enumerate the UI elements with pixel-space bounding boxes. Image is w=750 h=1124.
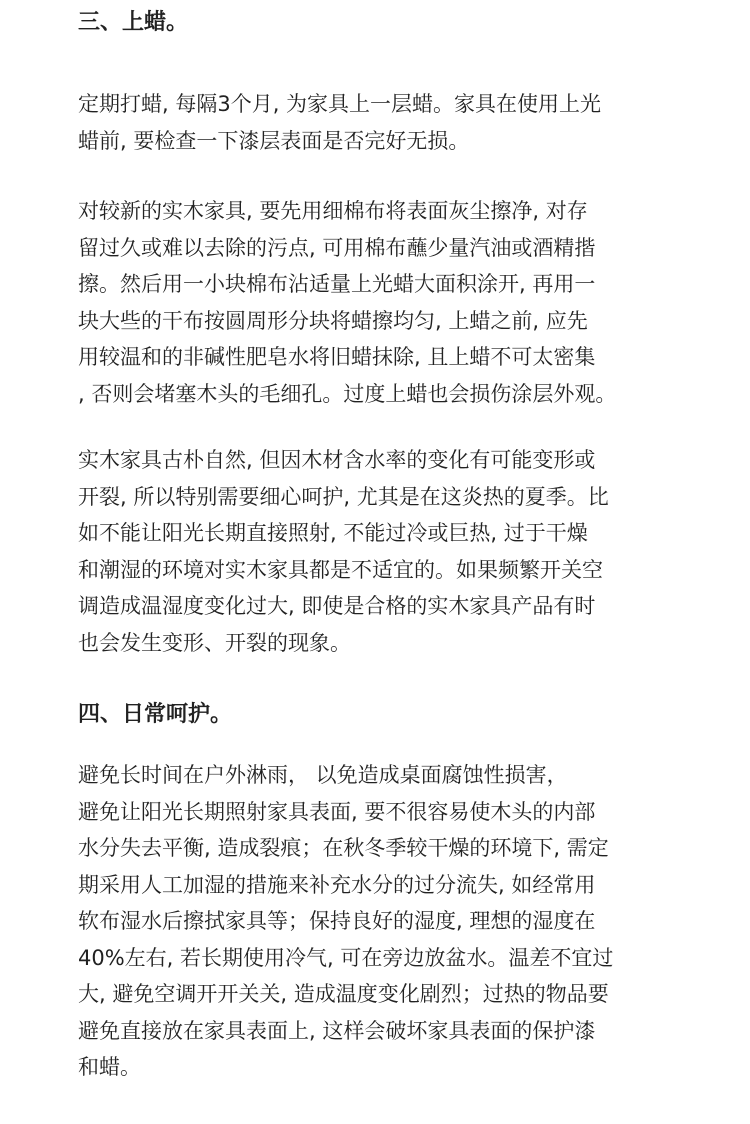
- section-3-paragraph-3: [78, 442, 688, 661]
- section-4-heading: 四、日常呵护。: [78, 702, 233, 727]
- text-line: 留过久或难以去除的污点, 可用棉布蘸少量汽油或酒精揩: [78, 235, 596, 260]
- text-line: 定期打蜡, 每隔3个月, 为家具上一层蜡。家具在使用上光: [78, 92, 602, 116]
- text-line: 也会发生变形、开裂的现象。: [78, 630, 351, 655]
- text-line: 避免长时间在户外淋雨， 以免造成桌面腐蚀性损害，: [78, 763, 568, 787]
- text-line: 和潮湿的环境对实木家具都是不适宜的。如果频繁开关空: [78, 557, 603, 582]
- text-line: 和蜡。: [78, 1055, 141, 1079]
- section-4-paragraph-1: [78, 757, 688, 1086]
- text-line: 对较新的实木家具, 要先用细棉布将表面灰尘擦净, 对存: [78, 199, 588, 223]
- text-line: 擦。然后用一小块棉布沾适量上光蜡大面积涂开, 再用一: [78, 272, 596, 296]
- text-line: 避免直接放在家具表面上, 这样会破坏家具表面的保护漆: [78, 1018, 596, 1043]
- text-line: 软布湿水后擦拭家具等；保持良好的湿度, 理想的湿度在: [78, 909, 596, 933]
- text-line: 开裂, 所以特别需要细心呵护, 尤其是在这炎热的夏季。比: [78, 484, 609, 509]
- section-3-heading: 三、上蜡。: [78, 10, 189, 35]
- text-line: 40%左右, 若长期使用冷气, 可在旁边放盆水。温差不宜过: [78, 945, 614, 970]
- section-3-paragraph-2: [78, 193, 688, 412]
- text-line: 避免让阳光长期照射家具表面, 要不很容易使木头的内部: [78, 799, 596, 824]
- text-line: 实木家具古朴自然, 但因木材含水率的变化有可能变形或: [78, 448, 596, 472]
- text-line: 用较温和的非碱性肥皂水将旧蜡抹除, 且上蜡不可太密集: [78, 345, 596, 369]
- text-line: 水分失去平衡, 造成裂痕；在秋冬季较干燥的环境下, 需定: [78, 836, 609, 860]
- text-line: 蜡前, 要检查一下漆层表面是否完好无损。: [78, 128, 470, 153]
- text-line: , 否则会堵塞木头的毛细孔。过度上蜡也会损伤涂层外观。: [78, 381, 617, 406]
- text-line: 块大些的干布按圆周形分块将蜡擦均匀, 上蜡之前, 应先: [78, 308, 588, 333]
- text-line: 大, 避免空调开开关关, 造成温度变化剧烈；过热的物品要: [78, 982, 609, 1006]
- text-line: 期采用人工加湿的措施来补充水分的过分流失, 如经常用: [78, 872, 596, 897]
- text-line: 调造成温湿度变化过大, 即使是合格的实木家具产品有时: [78, 594, 596, 618]
- section-3-paragraph-1: [78, 86, 688, 159]
- text-line: 如不能让阳光长期直接照射, 不能过冷或巨热, 过于干燥: [78, 521, 588, 545]
